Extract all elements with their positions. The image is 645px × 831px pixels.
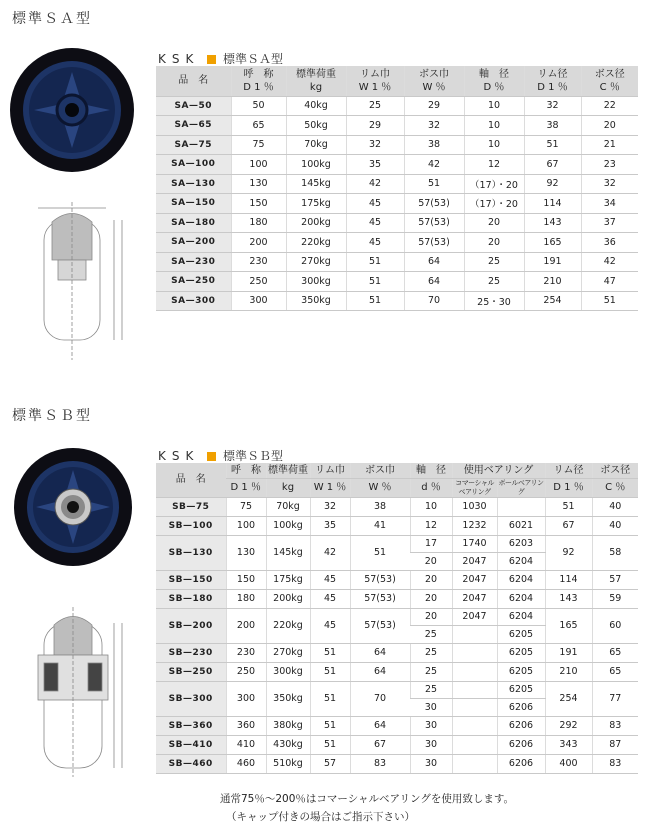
- sb-shaft-cell: 20: [410, 608, 452, 626]
- sb-shaft-cell: 25: [410, 681, 452, 699]
- sb-shaft-cell: 25: [410, 626, 452, 644]
- sb-model-cell: SB—180: [156, 589, 226, 608]
- sb-table-row: [156, 643, 638, 662]
- sa-value-cell: 23: [581, 155, 638, 175]
- sa-value-cell: 10: [464, 96, 524, 116]
- sa-header-shaft: 軸 径 D ％: [464, 66, 524, 96]
- sa-table-row: [156, 174, 638, 194]
- sa-value-cell: 35: [346, 155, 404, 175]
- sb-label-text: 標準ＳＢ型: [223, 449, 284, 463]
- sb-value-cell: 75: [226, 497, 266, 516]
- sb-value-cell: 100: [226, 516, 266, 535]
- sa-value-cell: 32: [404, 116, 464, 136]
- sb-value-cell: 57: [310, 754, 350, 773]
- sb-header-boss-dia-bot: C ％: [592, 478, 638, 497]
- sa-value-cell: 51: [581, 291, 638, 311]
- sa-value-cell: 51: [404, 174, 464, 194]
- sb-value-cell: 114: [545, 570, 592, 589]
- sa-value-cell: 22: [581, 96, 638, 116]
- sa-model-cell: SA—200: [156, 233, 231, 253]
- sb-table-row: [156, 754, 638, 773]
- sb-value-cell: 58: [592, 535, 638, 570]
- sb-label-square-icon: [207, 452, 216, 461]
- sb-value-cell: 100kg: [266, 516, 310, 535]
- sb-shaft-cell: 20: [410, 570, 452, 589]
- sb-value-cell: 64: [350, 716, 410, 735]
- sa-model-cell: SA—130: [156, 174, 231, 194]
- sb-table-label: [158, 447, 283, 464]
- sa-value-cell: 32: [346, 135, 404, 155]
- sa-value-cell: 21: [581, 135, 638, 155]
- sb-ball-bearing-cell: 6203: [497, 535, 545, 553]
- sa-value-cell: 51: [346, 272, 404, 292]
- sa-model-cell: SA—230: [156, 252, 231, 272]
- sb-header-rim-dia-top: リム径: [545, 463, 592, 478]
- sa-value-cell: 57(53): [404, 194, 464, 214]
- sa-table-row: [156, 155, 638, 175]
- sa-value-cell: 175kg: [286, 194, 346, 214]
- sb-shaft-cell: 20: [410, 553, 452, 571]
- sb-commercial-bearing-cell: [452, 662, 497, 681]
- sb-value-cell: 77: [592, 681, 638, 716]
- sa-value-cell: 25・30: [464, 291, 524, 311]
- sa-header-load: 標準荷重 kg: [286, 66, 346, 96]
- sb-commercial-bearing-cell: [452, 681, 497, 699]
- sb-ball-bearing-cell: 6021: [497, 516, 545, 535]
- sa-spec-table: [156, 66, 638, 311]
- sb-value-cell: 350kg: [266, 681, 310, 716]
- sa-value-cell: 230: [231, 252, 286, 272]
- sb-shaft-cell: 30: [410, 699, 452, 717]
- sb-model-cell: SB—360: [156, 716, 226, 735]
- sb-model-cell: SB—230: [156, 643, 226, 662]
- sb-value-cell: 254: [545, 681, 592, 716]
- sb-header-d1-bot: D 1 ％: [226, 478, 266, 497]
- sb-commercial-bearing-cell: [452, 716, 497, 735]
- sa-table-row: [156, 252, 638, 272]
- sa-model-cell: SA—50: [156, 96, 231, 116]
- sa-header-boss-dia: ボス径 C ％: [581, 66, 638, 96]
- sb-value-cell: 400: [545, 754, 592, 773]
- sb-ball-bearing-cell: 6205: [497, 681, 545, 699]
- sa-value-cell: 70kg: [286, 135, 346, 155]
- sa-value-cell: 25: [464, 272, 524, 292]
- sb-value-cell: 83: [592, 716, 638, 735]
- sb-value-cell: 51: [310, 662, 350, 681]
- sa-value-cell: 270kg: [286, 252, 346, 272]
- sb-value-cell: 59: [592, 589, 638, 608]
- sa-value-cell: 10: [464, 135, 524, 155]
- sb-value-cell: 87: [592, 735, 638, 754]
- sb-table-row: [156, 516, 638, 535]
- sb-value-cell: 35: [310, 516, 350, 535]
- sa-value-cell: 191: [524, 252, 581, 272]
- sa-value-cell: 10: [464, 116, 524, 136]
- sb-ball-bearing-cell: 6206: [497, 754, 545, 773]
- sa-value-cell: 70: [404, 291, 464, 311]
- sa-value-cell: 100: [231, 155, 286, 175]
- sb-commercial-bearing-cell: 2047: [452, 589, 497, 608]
- sb-header-rim-width-top: リム巾: [310, 463, 350, 478]
- sa-value-cell: 300kg: [286, 272, 346, 292]
- sa-table-row: [156, 233, 638, 253]
- sb-value-cell: 175kg: [266, 570, 310, 589]
- sa-value-cell: 57(53): [404, 213, 464, 233]
- sb-value-cell: 45: [310, 589, 350, 608]
- sb-value-cell: 51: [310, 643, 350, 662]
- sb-value-cell: 380kg: [266, 716, 310, 735]
- sa-value-cell: 64: [404, 272, 464, 292]
- sb-header-boss-dia-top: ボス径: [592, 463, 638, 478]
- sb-model-cell: SB—100: [156, 516, 226, 535]
- sb-value-cell: 70kg: [266, 497, 310, 516]
- sb-model-cell: SB—200: [156, 608, 226, 643]
- sb-value-cell: 51: [310, 681, 350, 716]
- sa-model-cell: SA—250: [156, 272, 231, 292]
- sb-commercial-bearing-cell: [452, 735, 497, 754]
- sb-header-boss-width-top: ボス巾: [350, 463, 410, 478]
- sa-value-cell: 20: [581, 116, 638, 136]
- sb-shaft-cell: 30: [410, 735, 452, 754]
- sb-commercial-bearing-cell: 2047: [452, 553, 497, 571]
- sa-value-cell: 180: [231, 213, 286, 233]
- sa-value-cell: 38: [404, 135, 464, 155]
- sa-value-cell: 20: [464, 233, 524, 253]
- sa-value-cell: 150: [231, 194, 286, 214]
- sa-table-row: [156, 116, 638, 136]
- sa-value-cell: 42: [581, 252, 638, 272]
- sb-header-bearing-top: 使用ベアリング: [452, 463, 545, 478]
- sb-value-cell: 65: [592, 662, 638, 681]
- sa-value-cell: 165: [524, 233, 581, 253]
- sb-shaft-cell: 12: [410, 516, 452, 535]
- sb-ball-bearing-cell: 6205: [497, 662, 545, 681]
- sb-ball-bearing-cell: 6206: [497, 699, 545, 717]
- sb-table-row: [156, 570, 638, 589]
- sb-header-bearing-commercial: コマーシャルベアリング: [452, 478, 497, 497]
- sa-value-cell: 20: [464, 213, 524, 233]
- sa-table-row: [156, 291, 638, 311]
- sb-value-cell: 150: [226, 570, 266, 589]
- sa-label-square-icon: [207, 55, 216, 64]
- sb-ball-bearing-cell: 6204: [497, 570, 545, 589]
- sb-ball-bearing-cell: 6206: [497, 716, 545, 735]
- sb-table-row: [156, 589, 638, 608]
- sa-header-d1: 呼 称 D 1 ％: [231, 66, 286, 96]
- sa-value-cell: 25: [464, 252, 524, 272]
- sb-shaft-cell: 30: [410, 754, 452, 773]
- sb-value-cell: 220kg: [266, 608, 310, 643]
- sa-value-cell: 34: [581, 194, 638, 214]
- sb-model-cell: SB—150: [156, 570, 226, 589]
- sa-header-name: 品 名: [156, 66, 231, 96]
- sb-value-cell: 64: [350, 643, 410, 662]
- sa-value-cell: 51: [346, 252, 404, 272]
- sb-commercial-bearing-cell: 1740: [452, 535, 497, 553]
- sa-value-cell: （17）・20: [464, 194, 524, 214]
- sb-commercial-bearing-cell: [452, 643, 497, 662]
- sa-value-cell: 45: [346, 233, 404, 253]
- sb-header-rim-width-bot: W 1 ％: [310, 478, 350, 497]
- sb-ball-bearing-cell: [497, 497, 545, 516]
- sb-value-cell: 130: [226, 535, 266, 570]
- sb-value-cell: 250: [226, 662, 266, 681]
- sb-model-cell: SB—460: [156, 754, 226, 773]
- sb-value-cell: 67: [350, 735, 410, 754]
- sb-shaft-cell: 25: [410, 643, 452, 662]
- sb-table-row: [156, 716, 638, 735]
- sa-value-cell: 65: [231, 116, 286, 136]
- sa-value-cell: 200: [231, 233, 286, 253]
- sa-value-cell: 254: [524, 291, 581, 311]
- sb-table-row: [156, 535, 638, 553]
- sb-header-d1-top: 呼 称: [226, 463, 266, 478]
- sa-table-label: [158, 50, 283, 67]
- sa-value-cell: 250: [231, 272, 286, 292]
- sa-table-row: [156, 194, 638, 214]
- sa-value-cell: 25: [346, 96, 404, 116]
- sb-commercial-bearing-cell: 1232: [452, 516, 497, 535]
- sa-value-cell: 92: [524, 174, 581, 194]
- sb-ball-bearing-cell: 6204: [497, 589, 545, 608]
- sb-value-cell: 180: [226, 589, 266, 608]
- sa-value-cell: 42: [404, 155, 464, 175]
- sb-value-cell: 460: [226, 754, 266, 773]
- sb-value-cell: 45: [310, 570, 350, 589]
- sb-value-cell: 343: [545, 735, 592, 754]
- sb-model-cell: SB—75: [156, 497, 226, 516]
- sa-model-cell: SA—65: [156, 116, 231, 136]
- sb-value-cell: 57(53): [350, 608, 410, 643]
- sa-value-cell: 47: [581, 272, 638, 292]
- sb-commercial-bearing-cell: [452, 626, 497, 644]
- sa-value-cell: 12: [464, 155, 524, 175]
- sb-commercial-bearing-cell: [452, 699, 497, 717]
- sa-value-cell: 40kg: [286, 96, 346, 116]
- sa-value-cell: 36: [581, 233, 638, 253]
- sb-value-cell: 51: [545, 497, 592, 516]
- sb-header-load-top: 標準荷重: [266, 463, 310, 478]
- sb-value-cell: 165: [545, 608, 592, 643]
- sa-table-row: [156, 135, 638, 155]
- sb-shaft-cell: 10: [410, 497, 452, 516]
- sb-value-cell: 191: [545, 643, 592, 662]
- sa-model-cell: SA—180: [156, 213, 231, 233]
- sb-value-cell: 32: [310, 497, 350, 516]
- sb-value-cell: 67: [545, 516, 592, 535]
- sb-value-cell: 45: [310, 608, 350, 643]
- sb-brand-text: KSK: [158, 449, 200, 463]
- sb-section-drawing: [30, 605, 130, 780]
- sb-value-cell: 410: [226, 735, 266, 754]
- sa-value-cell: 67: [524, 155, 581, 175]
- sa-value-cell: 37: [581, 213, 638, 233]
- sb-value-cell: 430kg: [266, 735, 310, 754]
- sa-value-cell: 38: [524, 116, 581, 136]
- sa-value-cell: 50: [231, 96, 286, 116]
- sa-value-cell: 32: [581, 174, 638, 194]
- sb-value-cell: 145kg: [266, 535, 310, 570]
- cap-note: （キャップ付きの場合はご指示下さい）: [226, 811, 415, 823]
- sb-shaft-cell: 30: [410, 716, 452, 735]
- sb-header-load-bot: kg: [266, 478, 310, 497]
- sb-header-rim-dia-bot: D 1 ％: [545, 478, 592, 497]
- sb-table-row: [156, 497, 638, 516]
- sb-shaft-cell: 20: [410, 589, 452, 608]
- sb-ball-bearing-cell: 6205: [497, 626, 545, 644]
- sb-value-cell: 65: [592, 643, 638, 662]
- sa-value-cell: 220kg: [286, 233, 346, 253]
- sb-value-cell: 270kg: [266, 643, 310, 662]
- sb-value-cell: 200: [226, 608, 266, 643]
- sb-value-cell: 83: [592, 754, 638, 773]
- sb-commercial-bearing-cell: 2047: [452, 570, 497, 589]
- sb-value-cell: 41: [350, 516, 410, 535]
- sa-value-cell: 75: [231, 135, 286, 155]
- sb-commercial-bearing-cell: 2047: [452, 608, 497, 626]
- sb-ball-bearing-cell: 6206: [497, 735, 545, 754]
- sa-header-boss-width: ボス巾 W ％: [404, 66, 464, 96]
- sa-value-cell: 145kg: [286, 174, 346, 194]
- sa-wheel-photo: [8, 46, 136, 174]
- sa-table-row: [156, 96, 638, 116]
- sa-model-cell: SA—100: [156, 155, 231, 175]
- sa-section-drawing: [30, 200, 130, 365]
- sb-value-cell: 210: [545, 662, 592, 681]
- sa-value-cell: 200kg: [286, 213, 346, 233]
- sa-brand-text: KSK: [158, 52, 200, 66]
- sb-table-row: [156, 662, 638, 681]
- sa-model-cell: SA—75: [156, 135, 231, 155]
- sa-section-title: 標準ＳＡ型: [12, 11, 92, 27]
- sb-value-cell: 40: [592, 516, 638, 535]
- sa-header-rim-dia: リム径 D 1 ％: [524, 66, 581, 96]
- bearing-note: 通常75％〜200％はコマーシャルベアリングを使用致します。: [220, 793, 515, 805]
- sb-value-cell: 510kg: [266, 754, 310, 773]
- sb-header-bearing-ball: ボールベアリング: [498, 478, 544, 496]
- sb-spec-table: [156, 463, 638, 774]
- sa-value-cell: 57(53): [404, 233, 464, 253]
- sb-value-cell: 38: [350, 497, 410, 516]
- sa-value-cell: 114: [524, 194, 581, 214]
- sb-value-cell: 42: [310, 535, 350, 570]
- sb-value-cell: 200kg: [266, 589, 310, 608]
- sb-value-cell: 70: [350, 681, 410, 716]
- sa-value-cell: 300: [231, 291, 286, 311]
- sb-ball-bearing-cell: 6205: [497, 643, 545, 662]
- sb-value-cell: 57: [592, 570, 638, 589]
- sb-value-cell: 83: [350, 754, 410, 773]
- sb-model-cell: SB—410: [156, 735, 226, 754]
- sb-model-cell: SB—250: [156, 662, 226, 681]
- sb-value-cell: 300kg: [266, 662, 310, 681]
- sb-value-cell: 57(53): [350, 589, 410, 608]
- sb-model-cell: SB—300: [156, 681, 226, 716]
- sa-header-rim-width: リム巾 W 1 ％: [346, 66, 404, 96]
- sb-value-cell: 300: [226, 681, 266, 716]
- sb-header-boss-width-bot: W ％: [350, 478, 410, 497]
- sa-value-cell: 42: [346, 174, 404, 194]
- sb-value-cell: 51: [310, 735, 350, 754]
- sb-value-cell: 64: [350, 662, 410, 681]
- sa-model-cell: SA—300: [156, 291, 231, 311]
- sb-value-cell: 51: [350, 535, 410, 570]
- sa-table-row: [156, 272, 638, 292]
- sa-value-cell: 143: [524, 213, 581, 233]
- sb-shaft-cell: 25: [410, 662, 452, 681]
- sb-table-row: [156, 735, 638, 754]
- sb-ball-bearing-cell: 6204: [497, 553, 545, 571]
- sb-value-cell: 360: [226, 716, 266, 735]
- sb-value-cell: 292: [545, 716, 592, 735]
- sb-value-cell: 60: [592, 608, 638, 643]
- sb-header-shaft-top: 軸 径: [410, 463, 452, 478]
- sb-value-cell: 230: [226, 643, 266, 662]
- sb-shaft-cell: 17: [410, 535, 452, 553]
- sb-model-cell: SB—130: [156, 535, 226, 570]
- sb-value-cell: 51: [310, 716, 350, 735]
- sb-value-cell: 143: [545, 589, 592, 608]
- sb-header-name: 品 名: [156, 463, 226, 497]
- sa-value-cell: 51: [346, 291, 404, 311]
- sa-value-cell: 64: [404, 252, 464, 272]
- sa-value-cell: （17）・20: [464, 174, 524, 194]
- sb-value-cell: 40: [592, 497, 638, 516]
- sa-value-cell: 45: [346, 213, 404, 233]
- sa-model-cell: SA—150: [156, 194, 231, 214]
- sa-value-cell: 29: [346, 116, 404, 136]
- sb-commercial-bearing-cell: 1030: [452, 497, 497, 516]
- sb-value-cell: 57(53): [350, 570, 410, 589]
- sb-section-title: 標準ＳＢ型: [12, 408, 92, 424]
- sa-value-cell: 51: [524, 135, 581, 155]
- sb-header-shaft-bot: d ％: [410, 478, 452, 497]
- sb-table-row: [156, 681, 638, 699]
- sa-value-cell: 50kg: [286, 116, 346, 136]
- sb-table-row: [156, 608, 638, 626]
- sa-value-cell: 130: [231, 174, 286, 194]
- sb-commercial-bearing-cell: [452, 754, 497, 773]
- sa-value-cell: 100kg: [286, 155, 346, 175]
- sa-value-cell: 32: [524, 96, 581, 116]
- sa-label-text: 標準ＳＡ型: [223, 52, 284, 66]
- sa-value-cell: 45: [346, 194, 404, 214]
- sa-value-cell: 29: [404, 96, 464, 116]
- sa-value-cell: 210: [524, 272, 581, 292]
- sa-table-row: [156, 213, 638, 233]
- sa-value-cell: 350kg: [286, 291, 346, 311]
- sb-wheel-photo: [12, 446, 134, 568]
- sb-ball-bearing-cell: 6204: [497, 608, 545, 626]
- sb-value-cell: 92: [545, 535, 592, 570]
